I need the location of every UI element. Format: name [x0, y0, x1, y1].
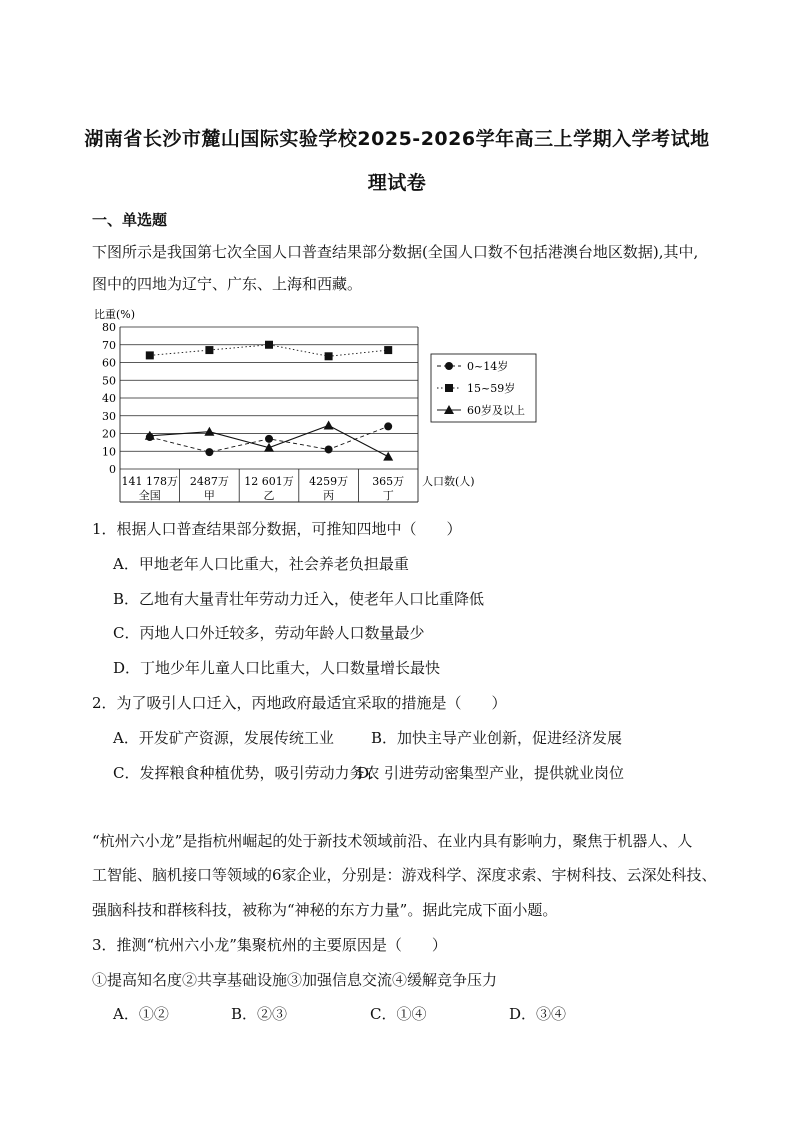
intro1-line2: 图中的四地为辽宁、广东、上海和西藏。: [92, 275, 363, 293]
y-tick-label: 80: [102, 321, 116, 334]
q1-stem: 1．根据人口普查结果部分数据，可推知四地中（ ）: [92, 520, 462, 538]
legend-label: 15~59岁: [467, 382, 516, 395]
y-tick-labels: [102, 321, 116, 476]
y-tick-label: 40: [102, 392, 116, 405]
legend-label: 0~14岁: [467, 360, 509, 373]
exam-title-line2: 理试卷: [367, 172, 427, 194]
legend-marker: [445, 362, 453, 370]
series-square: [146, 341, 392, 361]
intro2-line1: “杭州六小龙”是指杭州崛起的处于新技术领域前沿、在业内具有影响力，聚焦于机器人、人: [92, 832, 693, 850]
q2-option-a[interactable]: A．开发矿产资源，发展传统工业: [113, 729, 334, 747]
exam-title-line1: 湖南省长沙市麓山国际实验学校2025-2026学年高三上学期入学考试地: [84, 128, 710, 150]
chart-legend: [431, 354, 536, 422]
legend-marker: [445, 384, 453, 392]
category-population: 4259万: [309, 475, 349, 488]
data-point: [325, 352, 333, 360]
q1-option-d[interactable]: D．丁地少年儿童人口比重大，人口数量增长最快: [113, 659, 441, 677]
q1-option-a[interactable]: A．甲地老年人口比重大，社会养老负担最重: [113, 555, 409, 573]
section-heading: 一、单选题: [92, 211, 168, 229]
q3-stem: 3．推测“杭州六小龙”集聚杭州的主要原因是（ ）: [92, 936, 447, 954]
q2-option-d[interactable]: D．引进劳动密集型产业，提供就业岗位: [357, 764, 625, 782]
y-tick-label: 10: [102, 445, 116, 459]
y-tick-label: 20: [102, 427, 116, 441]
category-name: 丙: [323, 489, 335, 502]
category-name: 乙: [263, 489, 275, 502]
data-point: [204, 427, 214, 436]
q3-items: ①提高知名度②共享基础设施③加强信息交流④缓解竞争压力: [92, 971, 498, 989]
data-point: [384, 346, 392, 354]
y-tick-label: 60: [102, 356, 116, 370]
intro2-line2: 工智能、脑机接口等领域的6家企业，分别是：游戏科学、深度求索、宇树科技、云深处科技、: [92, 866, 717, 884]
data-point: [324, 421, 334, 430]
y-tick-label: 50: [102, 374, 116, 388]
q3-option-d[interactable]: D．③④: [509, 1005, 567, 1023]
legend-label: 60岁及以上: [467, 404, 525, 417]
category-labels: [122, 475, 405, 502]
category-name: 甲: [203, 489, 215, 502]
category-name: 全国: [138, 489, 161, 502]
category-name: 丁: [382, 489, 394, 502]
x-axis-label: 人口数(人): [422, 475, 475, 488]
q2-stem: 2．为了吸引人口迁入，丙地政府最适宜采取的措施是（ ）: [92, 694, 507, 712]
data-point: [265, 341, 273, 349]
category-population: 2487万: [189, 475, 229, 488]
y-tick-label: 0: [109, 463, 116, 476]
chart-series: [145, 341, 393, 461]
category-population: 141 178万: [121, 475, 179, 488]
q1-option-b[interactable]: B．乙地有大量青壮年劳动力迁入，使老年人口比重降低: [113, 590, 485, 608]
data-point: [146, 351, 154, 359]
q3-option-b[interactable]: B．②③: [231, 1005, 288, 1023]
category-population: 12 601万: [244, 475, 294, 488]
y-tick-label: 30: [102, 409, 116, 423]
q1-option-c[interactable]: C．丙地人口外迁较多，劳动年龄人口数量最少: [113, 624, 425, 642]
q2-option-b[interactable]: B．加快主导产业创新，促进经济发展: [371, 729, 623, 747]
data-point: [205, 346, 213, 354]
data-point: [205, 448, 213, 456]
data-point: [265, 435, 273, 443]
intro2-line3: 强脑科技和群核科技，被称为“神秘的东方力量”。据此完成下面小题。: [92, 901, 558, 919]
q3-option-c[interactable]: C．①④: [370, 1005, 427, 1023]
intro1-line1: 下图所示是我国第七次全国人口普查结果部分数据(全国人口数不包括港澳台地区数据),其中,: [92, 243, 699, 261]
q2-option-c[interactable]: C．发挥粮食种植优势，吸引劳动力务农: [113, 764, 380, 782]
data-point: [383, 452, 393, 461]
data-point: [325, 445, 333, 453]
y-axis-label: 比重(%): [94, 308, 136, 321]
category-population: 365万: [372, 475, 405, 488]
y-tick-label: 70: [102, 338, 116, 352]
q3-option-a[interactable]: A．①②: [113, 1005, 169, 1023]
population-chart: [88, 302, 558, 507]
data-point: [384, 422, 392, 430]
